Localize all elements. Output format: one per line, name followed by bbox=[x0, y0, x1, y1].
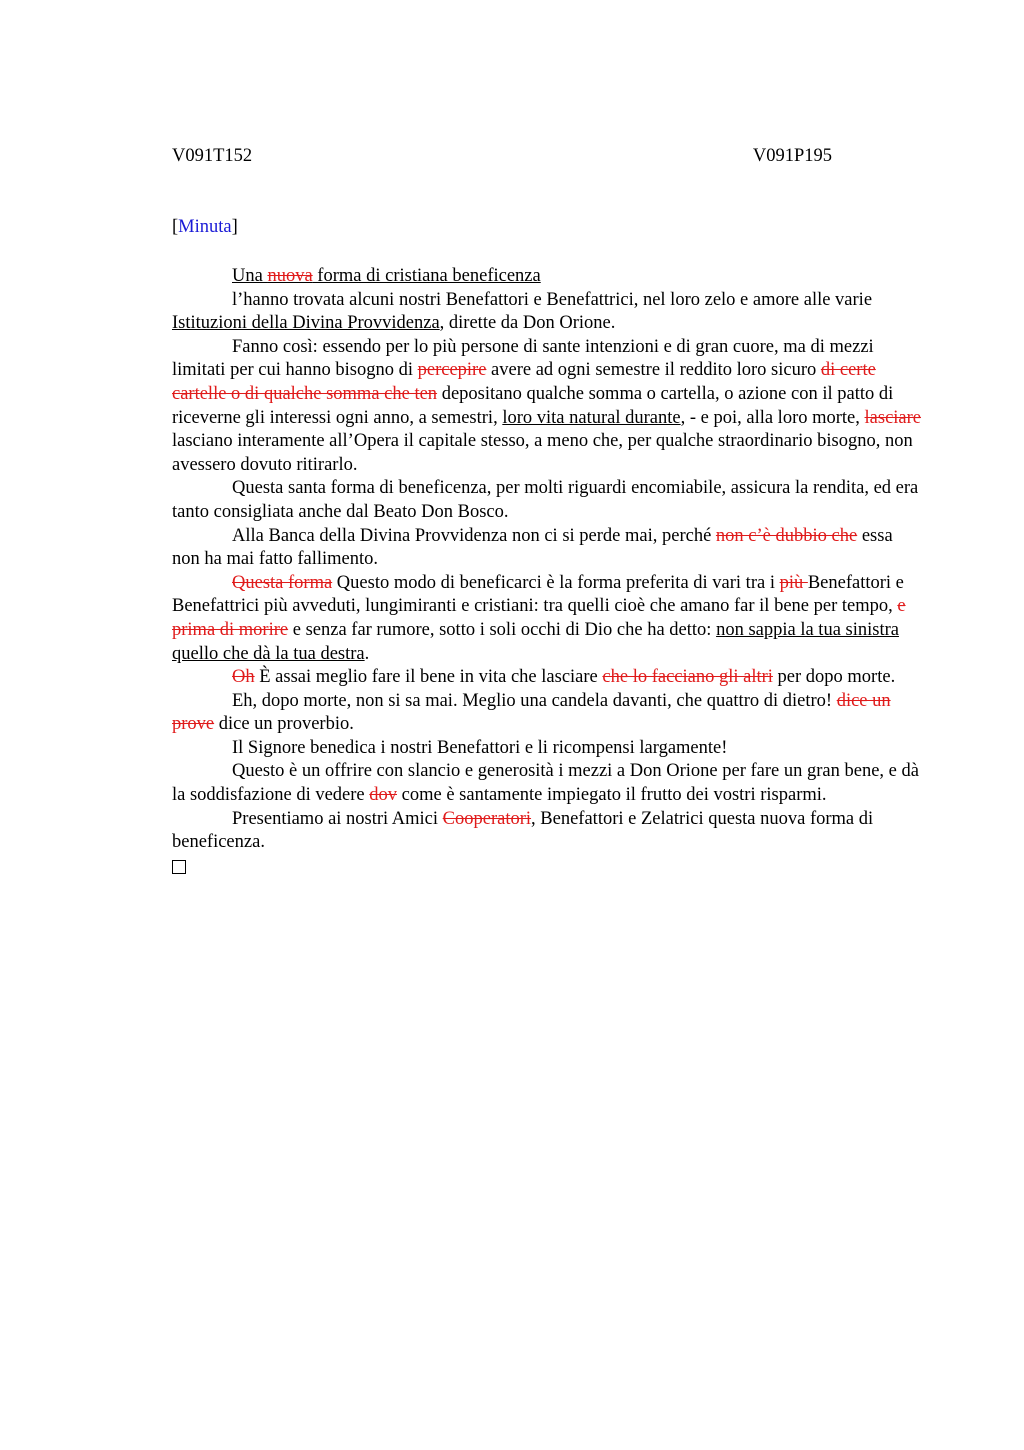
text-run: essa non ha mai fatto fallimento. bbox=[172, 525, 893, 570]
deleted-text: nuova bbox=[267, 266, 313, 286]
paragraph bbox=[172, 808, 924, 855]
text-run: Benefattori e Benefattrici più avveduti, lungimiranti e cristiani: tra quelli cioè che amano far il bene per tempo, bbox=[172, 572, 904, 617]
deleted-text: percepire bbox=[417, 360, 487, 381]
text-run: l’hanno trovata alcuni nostri Benefattori e Benefattrici, nel loro zelo e amore alle varie bbox=[232, 289, 873, 310]
text-run: per dopo morte. bbox=[772, 667, 896, 688]
deleted-text: dice un prove bbox=[172, 690, 891, 735]
bracket-open: [ bbox=[172, 217, 179, 237]
paragraph bbox=[172, 336, 924, 478]
text-run: , dirette da Don Orione. bbox=[439, 313, 616, 334]
title-underlined bbox=[232, 266, 541, 286]
deleted-text: di certe cartelle o di qualche somma che ten bbox=[172, 360, 876, 404]
paragraph bbox=[172, 289, 924, 336]
text-run: Questo modo di beneficarci è la forma preferita di vari tra i bbox=[332, 572, 780, 593]
text-run: depositano qualche somma o cartella, o azione con il patto di riceverne gli interessi ogni anno, a semestri, bbox=[172, 383, 894, 428]
page-code-right: V091P195 bbox=[752, 146, 832, 166]
text-run: avere ad ogni semestre il reddito loro sicuro bbox=[486, 360, 821, 381]
text-run: È assai meglio fare il bene in vita che lasciare bbox=[254, 667, 603, 688]
document-codes bbox=[172, 146, 832, 170]
text-run: Alla Banca della Divina Provvidenza non ci si perde mai, perché bbox=[232, 525, 716, 546]
text-run: , Benefattori e Zelatrici questa nuova forma di beneficenza. bbox=[172, 808, 874, 853]
text-run: , - e poi, alla loro morte, bbox=[680, 407, 865, 428]
text-run: come è santamente impiegato il frutto dei vostri risparmi. bbox=[397, 785, 827, 806]
underlined-text: non sappia la tua sinistra quello che dà la tua destra bbox=[172, 619, 899, 664]
text-run: lasciano interamente all’Opera il capitale stesso, a meno che, per qualche straordinario bisogno, non avessero dovuto ritirarlo. bbox=[172, 431, 913, 475]
text-run: Una bbox=[232, 266, 268, 286]
paragraph bbox=[172, 477, 924, 524]
deleted-text: Cooperatori bbox=[442, 808, 532, 829]
document-code-left: V091T152 bbox=[172, 146, 253, 166]
document-body bbox=[172, 265, 924, 881]
text-run: forma di cristiana beneficenza bbox=[312, 266, 541, 286]
bracket-close: ] bbox=[231, 217, 238, 237]
deleted-text: Questa forma bbox=[232, 572, 333, 593]
deleted-text: e prima di morire bbox=[172, 596, 906, 640]
text-run: Il Signore benedica i nostri Benefattori e li ricompensi largamente! bbox=[232, 737, 728, 758]
deleted-text: Oh bbox=[232, 667, 255, 688]
deleted-text: non c’è dubbio che bbox=[715, 525, 858, 546]
heading-paragraph bbox=[172, 265, 924, 289]
paragraph bbox=[172, 690, 924, 737]
text-run: Fanno così: essendo per lo più persone di sante intenzioni e di gran cuore, ma di mezzi limitati per cui hanno bisogno di bbox=[172, 336, 874, 381]
deleted-text: che lo facciano gli altri bbox=[602, 667, 773, 688]
paragraph bbox=[172, 760, 924, 807]
text-run: e senza far rumore, sotto i soli occhi di Dio che ha detto: bbox=[288, 619, 717, 640]
deleted-text: più bbox=[779, 572, 808, 593]
paragraph bbox=[172, 737, 924, 761]
paragraph bbox=[172, 666, 924, 690]
deleted-text: dov bbox=[369, 785, 398, 806]
text-run: Questa santa forma di beneficenza, per molti riguardi encomiabile, assicura la rendita, ed era tanto consigliata anche dal Beato Don Bosco. bbox=[172, 478, 919, 522]
draft-label-text: Minuta bbox=[178, 217, 232, 237]
end-box-container bbox=[172, 855, 924, 882]
text-run: . bbox=[364, 643, 370, 664]
underlined-text: Istituzioni della Divina Provvidenza bbox=[172, 313, 440, 334]
paragraph bbox=[172, 572, 924, 666]
draft-label bbox=[172, 217, 238, 238]
text-run: dice un proverbio. bbox=[214, 714, 354, 735]
end-of-text-box-icon bbox=[172, 860, 186, 874]
underlined-text: loro vita natural durante bbox=[502, 407, 681, 428]
deleted-text: lasciare bbox=[864, 407, 922, 428]
text-run: Eh, dopo morte, non si sa mai. Meglio una candela davanti, che quattro di dietro! bbox=[232, 690, 837, 711]
text-run: Questo è un offrire con slancio e generosità i mezzi a Don Orione per fare un gran bene, e dà la soddisfazione di vedere bbox=[172, 761, 919, 806]
text-run: Presentiamo ai nostri Amici bbox=[232, 808, 443, 829]
paragraph bbox=[172, 525, 924, 572]
